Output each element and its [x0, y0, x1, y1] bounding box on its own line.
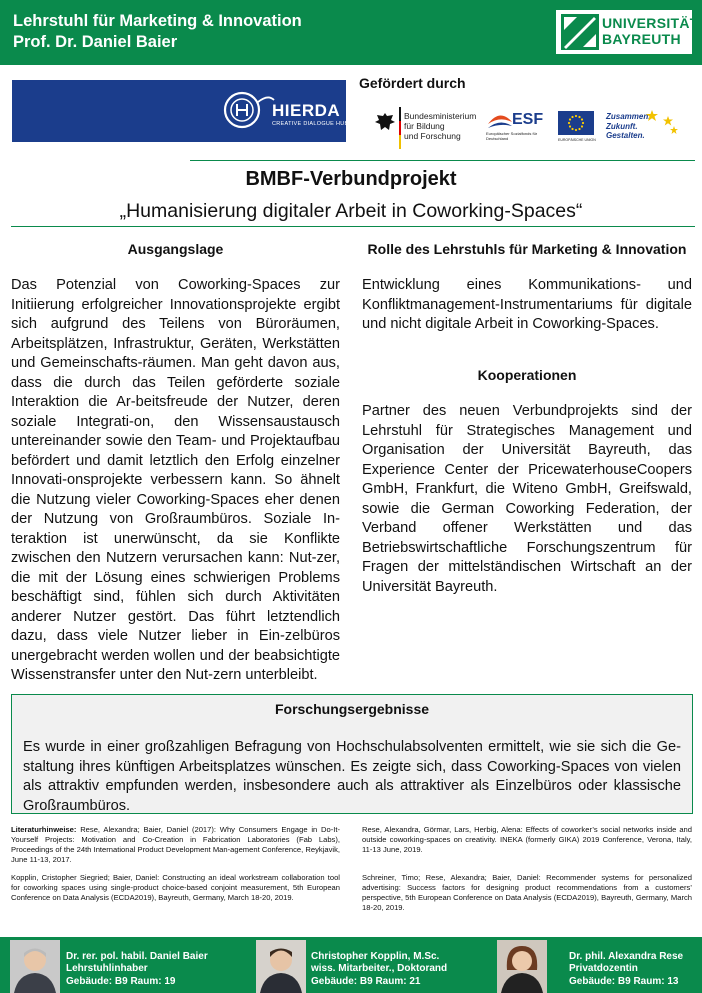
ausgangslage-text: Das Potenzial von Coworking-Spaces zur Initiierung erfolgreicher Innovationsprojekte ergibt sich aufgrund des Teilens von Büroräumen, Arbeitsplätzen, Infrastruktur, Geräten, Werkstätten und Gemeinschafts-räumen. Man geht davon aus, dass die durch das Teilen geförderte soziale Interaktion die Ar-beitsfreude der Nutzer, deren soziale Integrati-on, den Wissensaustausch untereinander sowie den Team- und Projektaufbau befördert und damit letztlich den Erfolg einzelner Innovati-onsprojekte verbessern kann. So ähnelt die Nutzung vieler Coworking-Spaces eher denen der Nutzung von Großraumbüros. Soziale In-teraktion ist unerwünscht, da sie Konflikte zwischen den Nutzern verursachen kann: Nut-zer, die mit der Lösung eines schwierigen Problems beschäftigt sind, fühlen sich durch Aktivitäten anderer Nutzer gestört. Das führt letztendlich dazu, dass viele Nutzer lieber in Ein-zelbüros unergebracht werden wollen und der beabsichtigte Wissenstransfer unter den Nut-zern unterbleibt. [11, 277, 340, 683]
university-emblem-icon [561, 14, 599, 50]
person-photo-icon [497, 940, 547, 993]
esf-logo-subtext: Europäischer Sozialfonds für Deutschland [486, 131, 538, 141]
literature-ref-1 [11, 825, 340, 865]
page-title: BMBF-Verbundprojekt [245, 168, 457, 190]
rolle-text: Entwicklung eines Kommunikations- und Konfliktmanagement-Instrumentariums für digitale und nicht digitale Arbeit in Coworking-Spaces. [362, 277, 692, 332]
eu-stars-icon [558, 111, 594, 135]
eu-flag [558, 111, 594, 135]
person-photo-icon [10, 940, 60, 993]
hierda-logo-icon [220, 89, 276, 131]
avatar [497, 940, 547, 993]
slogan-line2: Zukunft. [606, 121, 638, 131]
person-name: Dr. phil. Alexandra Rese [569, 951, 684, 962]
slogan-line1: Zusammen. [606, 112, 651, 121]
literature-ref-2: Kopplin, Cristopher Siegried; Baier, Daniel: Constructing an ideal workstream collaboration tool for coworking spaces using single-product choice-based conjoint measurement, 5th European Conference on Data Analysis (ECDA2019), Bayreuth, Germany, March 18-20, 2019. [11, 873, 340, 902]
university-name-line1: UNIVERSITÄT [602, 15, 699, 31]
esf-swoosh-icon [487, 110, 513, 130]
research-results-panel [11, 694, 693, 814]
university-name-line2: BAYREUTH [602, 31, 681, 47]
title-rule-top [190, 160, 695, 161]
kooperationen-text: Partner des neuen Verbundprojekts sind der Lehrstuhl für Strategisches Management und Organisation der Universität Bayreuth, das Experience Center der PricewaterhouseCoopers GmbH, Frankfurt, die Witeno GmbH, Greifswald, sowie die German Coworking Federation, der Verband offener Werkstätten und das Betriebswirtschaftliche Forschungszentrum für Fragen der mittelständischen Wirtschaft an der Universität Bayreuth. [362, 403, 692, 595]
bmbf-logo-text [404, 111, 476, 141]
bmbf-line2: für Bildung [404, 121, 445, 131]
title-rule-bottom [11, 226, 695, 227]
research-heading: Forschungsergebnisse [274, 701, 430, 717]
header-bar [0, 0, 702, 65]
person-office: Gebäude: B9 Raum: 21 [311, 975, 421, 987]
person-name: Christopher Kopplin, M.Sc. [311, 951, 440, 962]
person-role: Privatdozentin [569, 963, 638, 975]
person-office: Gebäude: B9 Raum: 19 [66, 975, 176, 987]
chair-name: Lehrstuhl für Marketing & Innovation [13, 12, 302, 30]
eu-logo-subtext: EUROPÄISCHE UNION [558, 138, 596, 142]
person-photo-icon [256, 940, 306, 993]
avatar [10, 940, 60, 993]
person-role: wiss. Mitarbeiter., Doktorand [311, 963, 448, 975]
person-card-rese [569, 951, 683, 988]
university-name [602, 15, 699, 47]
kooperationen-heading: Kooperationen [477, 367, 577, 383]
bmbf-stripe [399, 107, 401, 149]
literature-ref-4: Schreiner, Timo; Rese, Alexandra; Baier, Daniel: Recommender systems for personalized advertising: Success factors for designing product recommendations from a customers’ perspective, 5th European Conference on Data Analysis (ECDA2019), Bayreuth, Germany, March 18-20, 2019. [362, 873, 692, 912]
person-role: Lehrstuhlinhaber [66, 963, 148, 975]
project-subtitle: „Humanisierung digitaler Arbeit in Coworking-Spaces“ [119, 200, 583, 222]
person-name: Dr. rer. pol. habil. Daniel Baier [66, 951, 208, 962]
person-office: Gebäude: B9 Raum: 13 [569, 975, 679, 987]
research-text: Es wurde in einer großzahligen Befragung von Hochschulabsolventen ermittelt, wie sie sich die Ge-staltung ihres künftigen Arbeitsplatzes wünschen. Es zeigte sich, dass Coworking-Spaces von vielen als attraktiv empfunden werden, insbesondere auch als attraktiver als Einzelbüros oder klassische Großraumbüros. [23, 739, 681, 814]
literature-ref-3: Rese, Alexandra, Görmar, Lars, Herbig, Alena: Effects of coworker’s social networks inside and outside coworking-spaces on creativity. INEKA (formerly GIKA) 2019 Conference, Verona, Italy, 11-13 June, 2019. [362, 825, 692, 854]
funded-by-label: Gefördert durch [359, 75, 466, 91]
literature-ref-1-text: Rese, Alexandra; Baier, Daniel (2017): Why Consumers Engage in Do-It-Yourself Projects: Motivation and Co-Creation in Fabrication Laboratories (Fab Labs), Proceedings of the 24th International Product Development Man-agement Conference, Reykjavik, June 11-13, 2017. [11, 825, 340, 864]
hierda-tagline: CREATIVE DIALOGUE HUB [272, 121, 349, 127]
hierda-name: HIERDA [272, 101, 341, 120]
rolle-heading: Rolle des Lehrstuhls für Marketing & Innovation [367, 241, 687, 257]
slogan-line3: Gestalten. [606, 131, 645, 140]
bmbf-line3: und Forschung [404, 131, 461, 141]
avatar [256, 940, 306, 993]
bmbf-line1: Bundesministerium [404, 111, 477, 121]
esf-logo-text: ESF [512, 111, 544, 128]
university-logo [556, 10, 699, 54]
person-card-baier [66, 951, 208, 988]
professor-name: Prof. Dr. Daniel Baier [13, 33, 178, 51]
chair-heading [13, 11, 302, 53]
federal-eagle-icon [372, 110, 398, 136]
person-card-kopplin [311, 951, 447, 988]
ausgangslage-heading: Ausgangslage [127, 241, 224, 257]
stars-icon [644, 108, 680, 140]
literature-label: Literaturhinweise: [11, 825, 77, 834]
